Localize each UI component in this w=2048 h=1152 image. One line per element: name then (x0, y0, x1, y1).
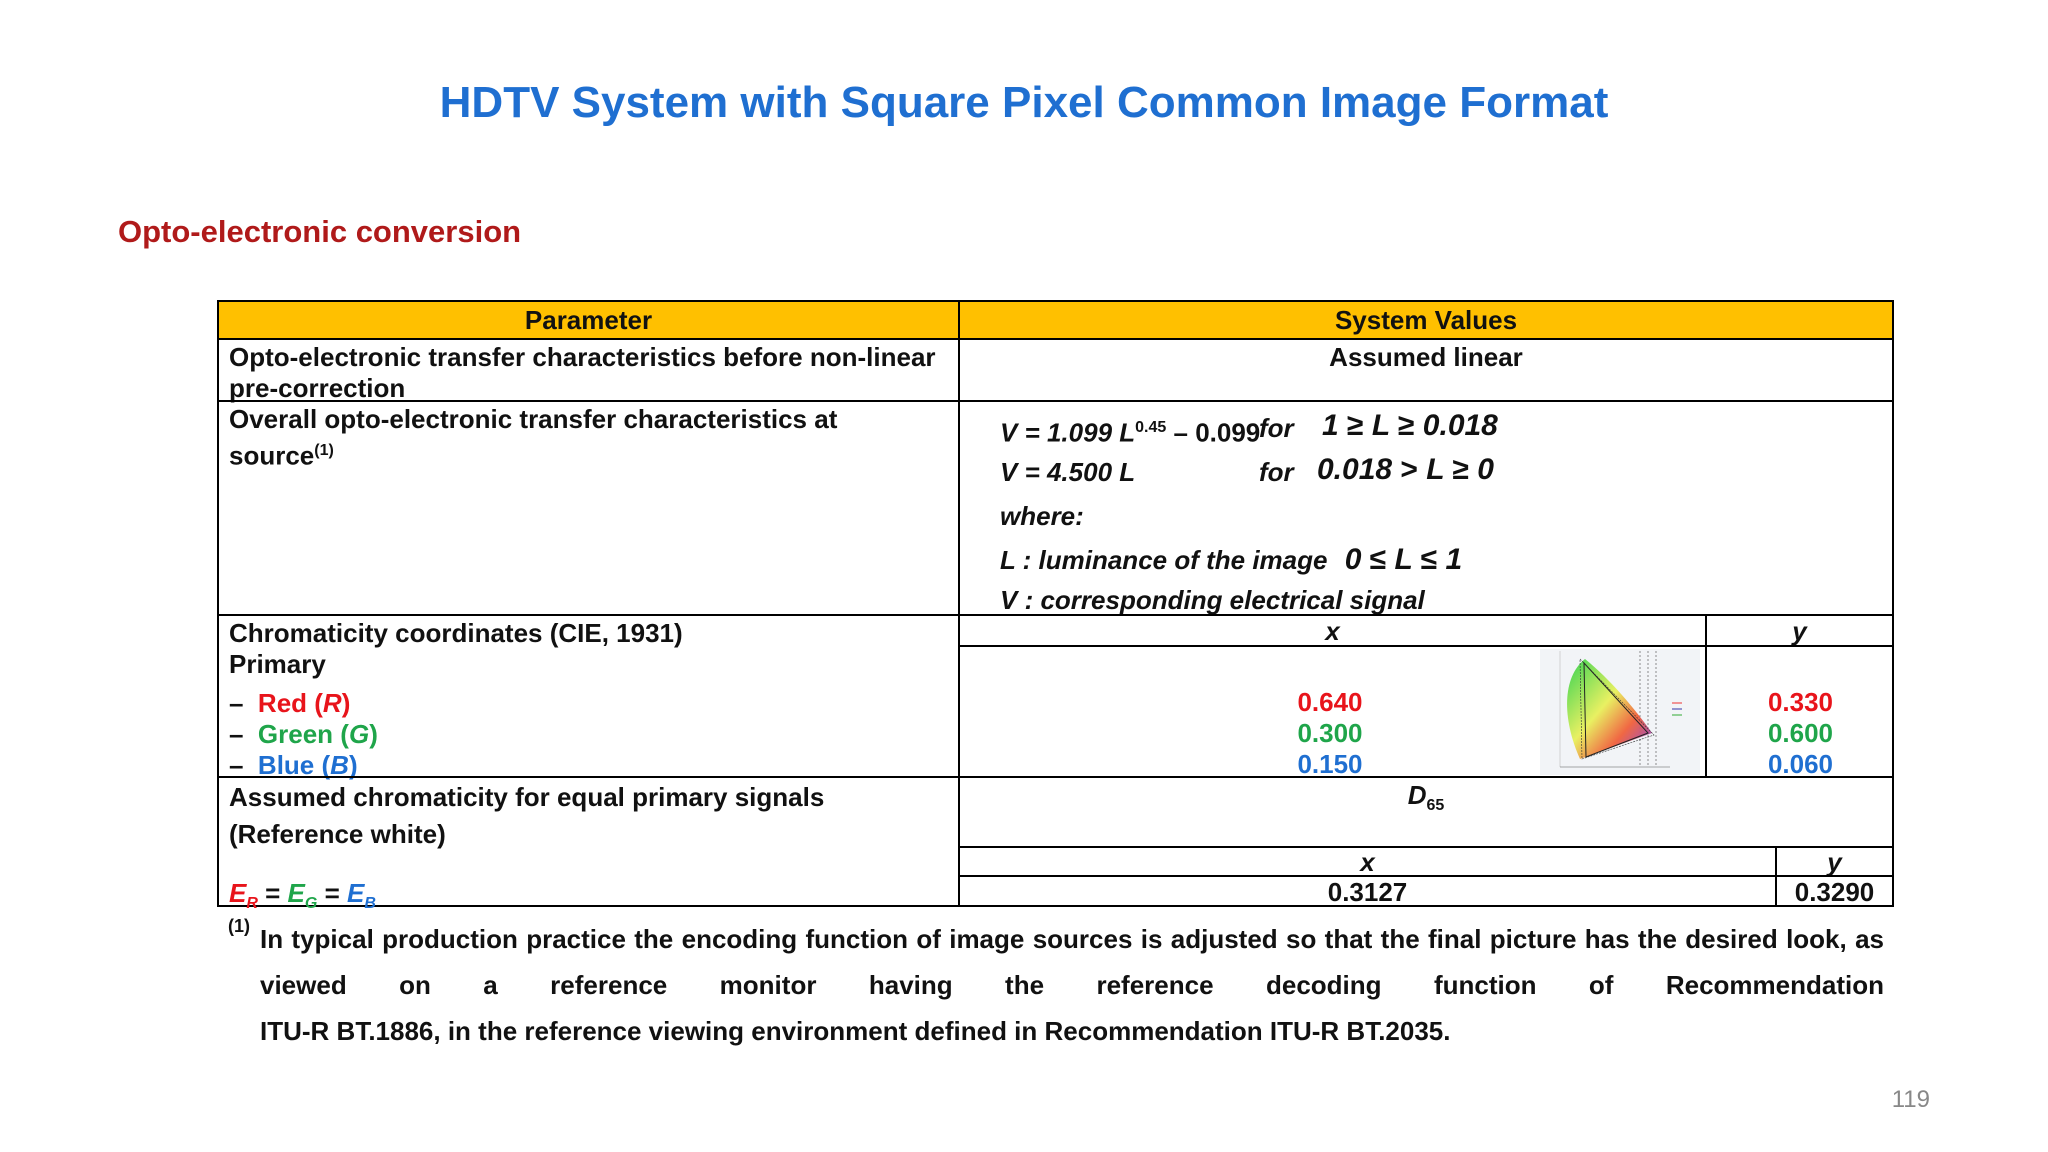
white-col-x: x (958, 846, 1775, 875)
row1-param-line1: Opto-electronic transfer characteristics before non-linear (229, 342, 936, 372)
primary-blue: – Blue (B) (229, 750, 358, 780)
where-label: where: (1000, 501, 1084, 531)
condition-2: 0.018 > L ≥ 0 (1317, 453, 1494, 486)
equal-signal-equation: $E_R = E_G = E_B$ (229, 878, 376, 913)
parameter-table (217, 300, 1894, 913)
green-x: 0.300 (1297, 718, 1363, 748)
chroma-col-x: x (958, 614, 1705, 645)
for-label-1: for (1259, 413, 1294, 443)
white-col-y: y (1775, 846, 1892, 875)
footnote-line2: viewed on a reference monitor having the reference decoding function of Recommendation (260, 970, 1884, 1000)
condition-1: 1 ≥ L ≥ 0.018 (1322, 409, 1498, 442)
luminance-definition: L : luminance of the image 0 ≤ L ≤ 1 (1000, 543, 1463, 576)
chroma-y-values (1705, 645, 1892, 779)
row1-value-text: Assumed linear (1329, 342, 1523, 372)
footnote-marker: (1) (228, 916, 250, 936)
row1-param-line2: pre-correction (229, 373, 406, 403)
footnote-line1: In typical production practice the encoding function of image sources is adjusted so that the final picture has the desired look, as (260, 924, 1884, 954)
row4-parameter (219, 776, 958, 913)
white-y: 0.3290 (1775, 875, 1892, 905)
header-system-values: System Values (958, 302, 1892, 338)
chroma-col-y: y (1705, 614, 1892, 645)
row2-param-line2: source (229, 440, 315, 471)
blue-x: 0.150 (1297, 749, 1363, 779)
for-label-2: for (1259, 457, 1294, 487)
gamma-formula-1: V = 1.099 $L^{0.45} - 0.099$ (1000, 417, 1261, 448)
row3-param-line2: Primary (229, 649, 326, 679)
footnote-line3: ITU-R BT.1886, in the reference viewing environment defined in Recommendation ITU-R BT.2035. (260, 1016, 1451, 1046)
header-parameter: Parameter (219, 302, 958, 338)
primary-red: – Red (R) (229, 688, 351, 718)
white-x: 0.3127 (958, 875, 1775, 905)
row2-parameter (219, 400, 958, 614)
cie-diagram-thumbnail (1540, 649, 1700, 775)
red-y: 0.330 (1767, 687, 1834, 717)
row1-parameter (219, 338, 958, 403)
slide-title: HDTV System with Square Pixel Common Image Format (439, 78, 1609, 127)
row2-param-line1: Overall opto-electronic transfer characteristics at (229, 404, 838, 434)
section-heading: Opto-electronic conversion (118, 214, 522, 249)
row3-param-line1: Chromaticity coordinates (CIE, 1931) (229, 618, 683, 648)
signal-definition: V : corresponding electrical signal (1000, 585, 1425, 615)
footnote (228, 916, 1884, 1054)
red-x: 0.640 (1297, 687, 1363, 717)
chroma-x-values (958, 645, 1705, 779)
page-number: 119 (1891, 1086, 1930, 1113)
green-y: 0.600 (1767, 718, 1834, 748)
primary-green: – Green (G) (229, 719, 378, 749)
footnote-ref: (1) (314, 442, 334, 459)
gamma-formula-2: V = 4.500 L (1000, 457, 1136, 487)
reference-white-value: $D_{65}$ (958, 776, 1892, 846)
row4-param-line2: (Reference white) (229, 819, 446, 849)
row2-value (958, 400, 1892, 614)
row4-param-line1: Assumed chromaticity for equal primary signals (229, 782, 825, 812)
row1-value (958, 338, 1892, 400)
row3-parameter (219, 614, 958, 780)
blue-y: 0.060 (1767, 749, 1834, 779)
